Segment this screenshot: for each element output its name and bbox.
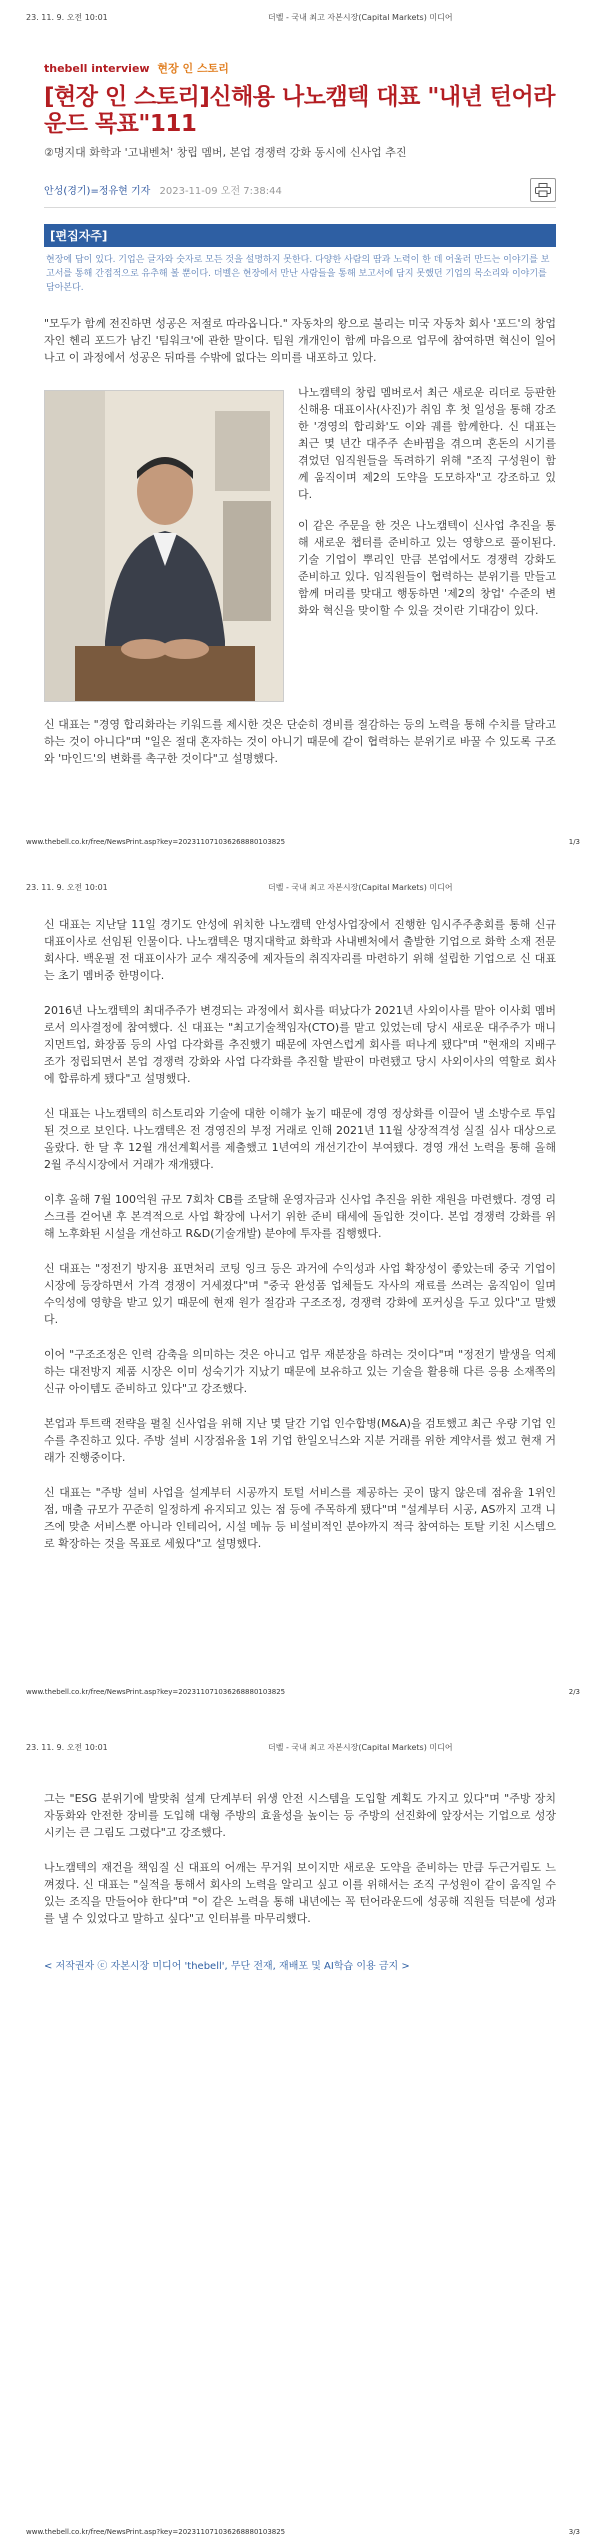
article-body-continued bbox=[0, 894, 600, 1552]
article-kicker bbox=[44, 60, 556, 76]
print-date: 23. 11. 9. 오전 10:01 bbox=[26, 13, 108, 22]
paragraph-9: 신 대표는 "정전기 방지용 표면처리 코팅 잉크 등은 과거에 수익성과 사업 확장성이 좋았는데 중국 기업이 시장에 등장하면서 가격 경쟁이 거세졌다"며 "중국 완성품 업체들도 자사의 재료를 쓰려는 움직임이 일며 수익성에 영향을 받고 있기 때문에 현재 원가 절감과 구조조정, 경쟁력 강화에 포커싱을 두고 있다"고 말했다. bbox=[44, 1262, 556, 1326]
print-url[interactable]: www.thebell.co.kr/free/NewsPrint.asp?key=202311071036268880103825 bbox=[26, 838, 286, 846]
printer-icon bbox=[535, 183, 551, 197]
ceo-portrait-illustration bbox=[45, 391, 284, 702]
article-subhead: ②명지대 화학과 '고내벤처' 창립 멤버, 본업 경쟁력 강화 동시에 신사업 추진 bbox=[44, 146, 407, 159]
print-url[interactable]: www.thebell.co.kr/free/NewsPrint.asp?key=202311071036268880103825 bbox=[26, 2528, 286, 2536]
paragraph-2: 나노캠텍의 창립 멤버로서 최근 새로운 리더로 등판한 신해용 대표이사(사진)가 취임 후 첫 일성을 통해 강조한 '경영의 합리화'도 이와 궤를 함께한다. 신 대표는 최근 몇 년간 대주주 손바뀜을 겪으며 혼돈의 시기를 겪었던 임직원들을 독려하기 위해 "조직 구성원이 함께 움직이며 제2의 도약을 도모하자"고 강조하고 있다. bbox=[298, 386, 556, 501]
timestamp: 2023-11-09 오전 7:38:44 bbox=[159, 186, 282, 197]
print-doc-title: 더벨 - 국내 최고 자본시장(Capital Markets) 미디어 bbox=[268, 1743, 453, 1752]
paragraph-8: 이후 올해 7월 100억원 규모 7회차 CB를 조달해 운영자금과 신사업 추진을 위한 재원을 마련했다. 경영 리스크를 걷어낸 후 본격적으로 사업 확장에 나서기 위한 준비 태세에 돌입한 것이다. 본업 경쟁력 강화를 위해 노후화된 시설을 개선하고 R&D(기술개발) 분야에 투자를 집행했다. bbox=[44, 1193, 556, 1240]
editor-note-text: 현장에 답이 있다. 기업은 글자와 숫자로 모든 것을 설명하지 못한다. 다양한 사람의 땀과 노력이 한 데 어울러 만드는 이야기를 보고서를 통해 간접적으로 유추해 볼 뿐이다. 더벨은 현장에서 만난 사람들을 통해 보고서에 담지 못했던 기업의 목소리와 이야기를 담아본다. bbox=[46, 255, 550, 293]
paragraph-11: 본업과 투트랙 전략을 펼칠 신사업을 위해 지난 몇 달간 기업 인수합병(M&A)을 검토했고 최근 우량 기업 인수를 추진하고 있다. 주방 설비 시장점유율 1위 기업 한일오닉스와 지분 거래를 위한 계약서를 썼고 현재 거래가 진행중이다. bbox=[44, 1417, 556, 1464]
byline-row bbox=[44, 178, 556, 208]
byline bbox=[44, 182, 282, 197]
photo-section bbox=[44, 384, 556, 712]
page-number: 3/3 bbox=[568, 2528, 580, 2536]
print-date: 23. 11. 9. 오전 10:01 bbox=[26, 1743, 108, 1752]
ceo-photo bbox=[44, 390, 284, 702]
paragraph-14: 나노캠텍의 재건을 책임질 신 대표의 어깨는 무거워 보이지만 새로운 도약을 준비하는 만큼 두근거림도 느껴졌다. 신 대표는 "실적을 통해서 회사의 노력을 알리고 싶고 이를 위해서는 조직 구성원이 같이 움직일 수 있는 조직을 만들어야 한다"며 "이 같은 노력을 통해 내년에는 꼭 턴어라운드에 성공해 직원들 덕분에 성과를 낼 수 있었다고 말하고 싶다"고 인터뷰를 마무리했다. bbox=[44, 1861, 556, 1925]
print-footer bbox=[0, 1686, 600, 1702]
paragraph-4: 신 대표는 "경영 합리화라는 키워드를 제시한 것은 단순히 경비를 절감하는 등의 노력을 통해 수치를 달라고 하는 것이 아니다"며 "일은 절대 혼자하는 것이 아니기 때문에 같이 협력하는 분위기로 바꿀 수 있도록 구조와 '마인드'의 변화를 촉구한 것이다"고 설명했다. bbox=[44, 718, 556, 765]
author[interactable]: 안성(경기)=정유현 기자 bbox=[44, 186, 151, 197]
print-footer bbox=[0, 836, 600, 852]
paragraph-6: 2016년 나노캠텍의 최대주주가 변경되는 과정에서 회사를 떠났다가 2021년 사외이사를 맡아 이사회 멤버로서 의사결정에 참여했다. 신 대표는 "최고기술책임자(CTO)를 맡고 있었는데 당시 새로운 대주주가 매니지먼트업, 화장품 등의 사업 다각화를 추진했기 때문에 자연스럽게 회사를 떠나게 됐다"며 "현재의 지배구조가 정립되면서 본업 경쟁력 강화와 사업 다각화를 추진할 발판이 마련됐고 당시 사외이사의 역할로 회사에 합류하게 됐다"고 설명했다. bbox=[44, 1004, 556, 1085]
paragraph-12: 신 대표는 "주방 설비 사업을 설계부터 시공까지 토털 서비스를 제공하는 곳이 많지 않은데 점유율 1위인 점, 매출 규모가 꾸준히 일정하게 유지되고 있는 점 등에 주목하게 됐다"며 "설계부터 시공, AS까지 고객 니즈에 맞춘 서비스뿐 아니라 인테리어, 시설 메뉴 등 비설비적인 분야까지 적극 참여하는 토탈 키친 시스템으로 확장하는 것을 목표로 세웠다"고 설명했다. bbox=[44, 1486, 556, 1550]
article-body-end bbox=[0, 1754, 600, 1972]
print-page-2 bbox=[0, 870, 600, 1740]
print-header bbox=[0, 0, 600, 24]
article-headline: [현장 인 스토리]신해용 나노캠텍 대표 "내년 턴어라운드 목표"111 bbox=[44, 84, 555, 137]
print-date: 23. 11. 9. 오전 10:01 bbox=[26, 883, 108, 892]
paragraph-10: 이어 "구조조정은 인력 감축을 의미하는 것은 아니고 업무 재분장을 하려는 것이다"며 "정전기 발생을 억제하는 대전방지 제품 시장은 이미 성숙기가 지났기 때문에 보유하고 있는 기술을 활용해 다른 응용 소재쪽의 신규 아이템도 준비하고 있다"고 강조했다. bbox=[44, 1348, 556, 1395]
print-page-3 bbox=[0, 1730, 600, 2546]
paragraph-13: 그는 "ESG 분위기에 발맞춰 설계 단계부터 위생 안전 시스템을 도입할 계획도 가지고 있다"며 "주방 장치 자동화와 안전한 장비를 도입해 대형 주방의 효율성을 높이는 등 주방의 선진화에 앞장서는 기업으로 성장시키는 큰 그림도 그렸다"고 강조했다. bbox=[44, 1792, 556, 1839]
editor-note bbox=[44, 224, 556, 301]
article-header bbox=[0, 24, 600, 767]
paragraph-3: 이 같은 주문을 한 것은 나노캠텍이 신사업 추진을 통해 새로운 챕터를 준비하고 있는 영향으로 풀이된다. 기술 기업이 뿌리인 만큼 본업에서도 경쟁력 강화도 준비하고 있다. 임직원들이 협력하는 분위기를 만들고 함께 머리를 맞대고 행동하면 '제2의 창업' 수준의 변화와 혁신을 맞이할 수 있을 것이란 기대감이 있다. bbox=[298, 519, 556, 617]
print-page-1 bbox=[0, 0, 600, 860]
print-button[interactable] bbox=[530, 178, 556, 202]
print-doc-title: 더벨 - 국내 최고 자본시장(Capital Markets) 미디어 bbox=[268, 13, 453, 22]
editor-note-label: [편집자주] bbox=[44, 224, 556, 247]
print-footer bbox=[0, 2526, 600, 2542]
paragraph-5: 신 대표는 지난달 11일 경기도 안성에 위치한 나노캠텍 안성사업장에서 진행한 임시주주총회를 통해 신규 대표이사로 선임된 인물이다. 나노캠텍은 명지대학교 화학과 사내벤처에서 출발한 기업으로 화학 소재 전문회사다. 백운필 전 대표이사가 교수 재직중에 제자들의 취직자리를 마련하기 위해 설립한 기업으로 신 대표는 초기 멤버중 한명이다. bbox=[44, 918, 556, 982]
page-number: 1/3 bbox=[568, 838, 580, 846]
section-label[interactable]: 현장 인 스토리 bbox=[157, 62, 229, 75]
paragraph-7: 신 대표는 나노캠텍의 히스토리와 기술에 대한 이해가 높기 때문에 경영 정상화를 이끌어 낼 소방수로 투입된 것으로 보인다. 나노캠텍은 전 경영진의 부정 거래로 인해 2021년 11월 상장적격성 실질 심사 대상으로 올랐다. 한 달 후 12월 개선계획서를 제출했고 1년여의 개선기간이 부여됐다. 경영 개선 노력을 통해 올해 2월 주식시장에서 거래가 재개됐다. bbox=[44, 1107, 556, 1171]
print-url[interactable]: www.thebell.co.kr/free/NewsPrint.asp?key=202311071036268880103825 bbox=[26, 1688, 286, 1696]
paragraph-1: "모두가 함께 전진하면 성공은 저절로 따라옵니다." 자동차의 왕으로 불리는 미국 자동차 회사 '포드'의 창업자인 헨리 포드가 남긴 '팀워크'에 관한 말이다. 팀원 개개인이 함께 마음으로 업무에 참여하면 혁신이 일어나고 이 과정에서 성공은 뒤따를 수밖에 없다는 의미를 내포하고 있다. bbox=[44, 317, 556, 364]
brand-label[interactable]: thebell interview bbox=[44, 62, 150, 75]
print-doc-title: 더벨 - 국내 최고 자본시장(Capital Markets) 미디어 bbox=[268, 883, 453, 892]
print-header bbox=[0, 870, 600, 894]
print-header bbox=[0, 1730, 600, 1754]
page-number: 2/3 bbox=[568, 1688, 580, 1696]
copyright-notice: < 저작권자 ⓒ 자본시장 미디어 'thebell', 무단 전재, 재배포 및 AI학습 이용 금지 > bbox=[44, 1961, 410, 1972]
